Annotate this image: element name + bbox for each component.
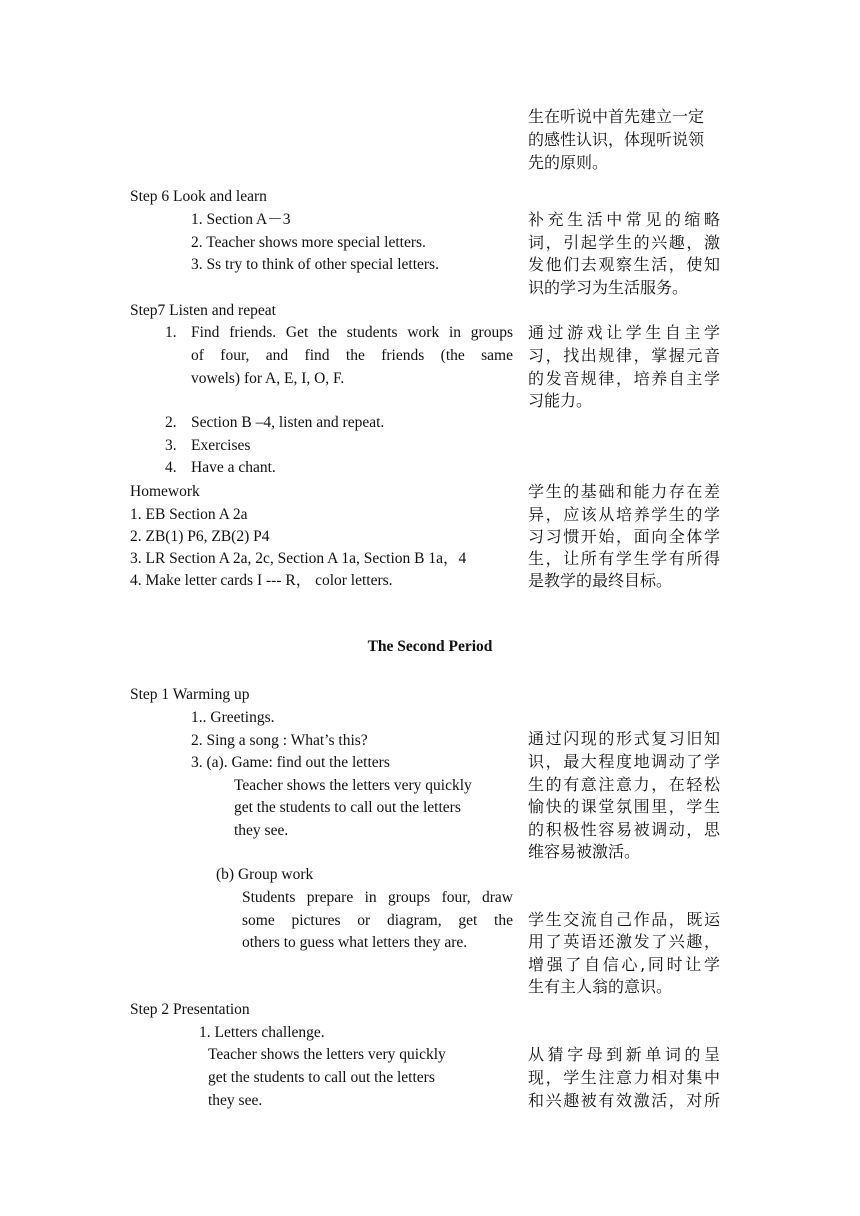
step1-group-desc: others to guess what letters they are. [242,934,468,951]
step7-item: Have a chant. [191,459,276,476]
step1-note-line: 维容易被激活。 [528,842,641,861]
homework-note-line: 是教学的最终目标。 [528,571,673,590]
step7-item-number: 1. [165,324,177,341]
step1-game-desc: they see. [234,822,289,839]
step1-group-heading: (b) Group work [216,866,314,883]
step7-item-number: 4. [165,459,177,476]
step2-note-line: 现，学生注意力相对集中 [528,1068,720,1087]
note-line: 的感性认识，体现听说领 [528,130,705,149]
step6-item: 3. Ss try to think of other special letters. [191,256,439,273]
homework-note-line: 习习惯开始，面向全体学 [528,527,720,546]
homework-note-line: 生，让所有学生学有所得 [528,549,720,568]
step6-item: 2. Teacher shows more special letters. [191,234,426,251]
step6-item: 1. Section A－3 [191,211,291,228]
step1-note-line: 生的有意注意力，在轻松 [528,775,720,794]
step1-note2-line: 增强了自信心,同时让学 [528,955,720,974]
step1-note-line: 通过闪现的形式复习旧知 [528,729,720,748]
step1-item: 3. (a). Game: find out the letters [191,754,390,771]
step1-note2-line: 用了英语还激发了兴趣， [528,932,720,951]
step7-item-line: vowels) for A, E, I, O, F. [191,370,345,387]
step1-item: 1.. Greetings. [191,709,275,726]
step7-item-line: of four, and find the friends (the same [191,347,513,364]
step2-note-line: 和兴趣被有效激活，对所 [528,1091,720,1110]
note-line: 先的原则。 [528,153,609,172]
step1-game-desc: Teacher shows the letters very quickly [234,777,472,794]
step6-heading: Step 6 Look and learn [130,188,267,205]
homework-item: 2. ZB(1) P6, ZB(2) P4 [130,528,270,545]
step7-note-line: 习，找出规律，掌握元音 [528,346,720,365]
step7-item-number: 3. [165,437,177,454]
step2-heading: Step 2 Presentation [130,1001,250,1018]
step7-note-line: 通过游戏让学生自主学 [528,323,720,342]
step7-item-number: 2. [165,414,177,431]
step1-group-desc: some pictures or diagram, get the [242,912,513,929]
step2-item: get the students to call out the letters [208,1069,435,1086]
step1-note-line: 的积极性容易被调动，思 [528,820,720,839]
step1-note2-line: 学生交流自己作品，既运 [528,910,720,929]
step7-note-line: 习能力。 [528,391,593,410]
step7-note-line: 的发音规律，培养自主学 [528,369,720,388]
step2-item: Teacher shows the letters very quickly [208,1046,446,1063]
homework-heading: Homework [130,483,200,500]
step1-group-desc: Students prepare in groups four, draw [242,889,513,906]
homework-note-line: 异，应该从培养学生的学 [528,505,720,524]
step1-note2-line: 生有主人翁的意识。 [528,977,673,996]
homework-item: 3. LR Section A 2a, 2c, Section A 1a, Section B 1a，4 [130,550,467,567]
step7-item: Section B –4, listen and repeat. [191,414,385,431]
note-line: 生在听说中首先建立一定 [528,107,705,126]
step1-note-line: 识，最大程度地调动了学 [528,752,720,771]
step6-note-line: 发他们去观察生活，使知 [528,255,720,274]
step6-note-line: 补充生活中常见的缩略 [528,210,720,229]
step2-note-line: 从猜字母到新单词的呈 [528,1045,720,1064]
step1-item: 2. Sing a song : What’s this? [191,732,368,749]
step7-heading: Step7 Listen and repeat [130,302,276,319]
step7-item-line: Find friends. Get the students work in groups [191,324,513,341]
step1-game-desc: get the students to call out the letters [234,799,461,816]
period-title: The Second Period [367,638,493,655]
step2-item: they see. [208,1092,263,1109]
homework-note-line: 学生的基础和能力存在差 [528,482,720,501]
step7-item: Exercises [191,437,251,454]
homework-item: 1. EB Section A 2a [130,506,248,523]
step1-heading: Step 1 Warming up [130,686,250,703]
step1-note-line: 愉快的课堂氛围里，学生 [528,797,720,816]
step6-note-line: 识的学习为生活服务。 [528,278,689,297]
step6-note-line: 词，引起学生的兴趣，激 [528,233,720,252]
step2-item: 1. Letters challenge. [199,1024,325,1041]
homework-item: 4. Make letter cards I --- R， color letters. [130,572,393,589]
